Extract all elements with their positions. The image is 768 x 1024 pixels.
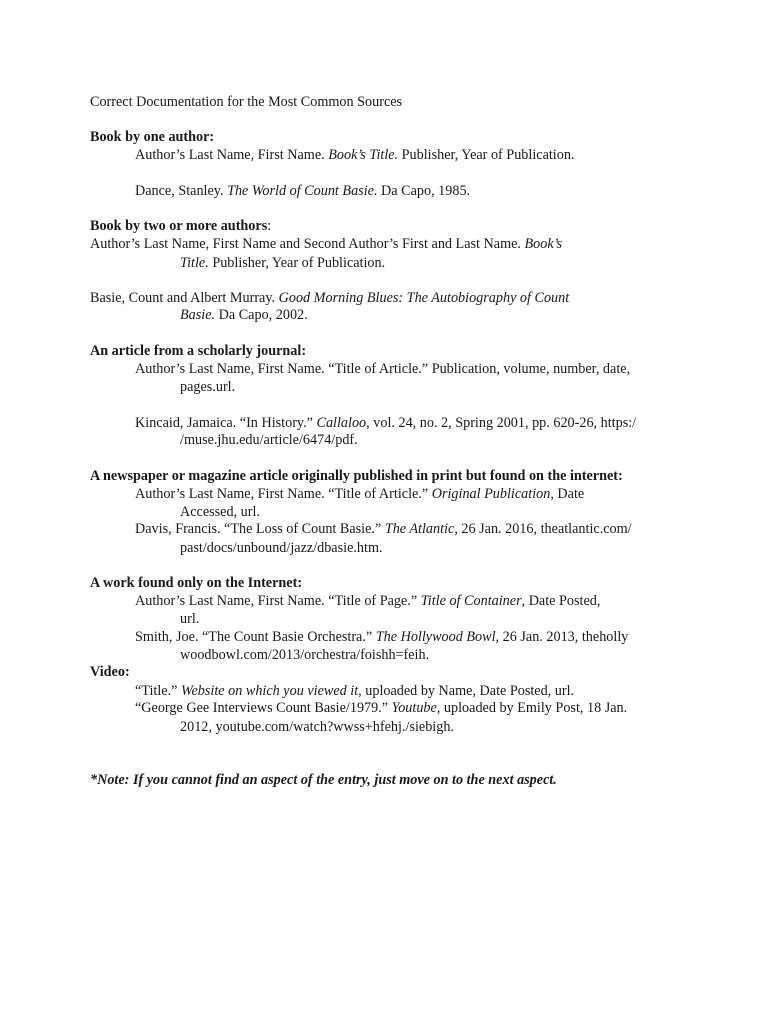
- journal-example: Kincaid, Jamaica. “In History.” Callaloo, vol. 24, no. 2, Spring 2001, pp. 620-26, https:/: [135, 415, 637, 431]
- book-one-author-template: Author’s Last Name, First Name. Book’s Title. Publisher, Year of Publication.: [135, 147, 575, 163]
- section-heading-newspaper: A newspaper or magazine article originally published in print but found on the internet:: [90, 468, 623, 484]
- book-one-author-example: Dance, Stanley. The World of Count Basie. Da Capo, 1985.: [135, 183, 471, 199]
- video-template: “Title.” Website on which you viewed it, uploaded by Name, Date Posted, url.: [135, 683, 575, 699]
- book-two-authors-template: Author’s Last Name, First Name and Second Author’s First and Last Name. Book’s: [90, 236, 563, 252]
- journal-example-cont: /muse.jhu.edu/article/6474/pdf.: [180, 432, 358, 448]
- internet-template: Author’s Last Name, First Name. “Title of Page.” Title of Container, Date Posted,: [135, 593, 601, 609]
- book-two-authors-template-cont: Title. Publisher, Year of Publication.: [180, 255, 386, 271]
- book-two-authors-example-cont: Basie. Da Capo, 2002.: [180, 307, 308, 323]
- document-title: Correct Documentation for the Most Common Sources: [90, 94, 403, 110]
- section-heading-video: Video:: [90, 664, 130, 680]
- newspaper-example: Davis, Francis. “The Loss of Count Basie.” The Atlantic, 26 Jan. 2016, theatlantic.com/: [135, 521, 632, 537]
- newspaper-template-cont: Accessed, url.: [180, 504, 260, 520]
- section-heading-book-two-authors: Book by two or more authors:: [90, 218, 272, 234]
- newspaper-example-cont: past/docs/unbound/jazz/dbasie.htm.: [180, 540, 383, 556]
- internet-template-cont: url.: [180, 611, 200, 627]
- internet-example-cont: woodbowl.com/2013/orchestra/foishh=feih.: [180, 647, 430, 663]
- video-example: “George Gee Interviews Count Basie/1979.” Youtube, uploaded by Emily Post, 18 Jan.: [135, 700, 628, 716]
- internet-example: Smith, Joe. “The Count Basie Orchestra.” The Hollywood Bowl, 26 Jan. 2013, theholly: [135, 629, 629, 645]
- section-heading-internet: A work found only on the Internet:: [90, 575, 303, 591]
- section-heading-book-one-author: Book by one author:: [90, 129, 215, 145]
- newspaper-template: Author’s Last Name, First Name. “Title of Article.” Original Publication, Date: [135, 486, 585, 502]
- note: *Note: If you cannot find an aspect of the entry, just move on to the next aspect.: [90, 772, 557, 788]
- journal-template: Author’s Last Name, First Name. “Title of Article.” Publication, volume, number, date,: [135, 361, 631, 377]
- book-two-authors-example: Basie, Count and Albert Murray. Good Morning Blues: The Autobiography of Count: [90, 290, 570, 306]
- video-example-cont: 2012, youtube.com/watch?wwss+hfehj./siebigh.: [180, 719, 454, 735]
- section-heading-journal: An article from a scholarly journal:: [90, 343, 307, 359]
- journal-template-cont: pages.url.: [180, 379, 236, 395]
